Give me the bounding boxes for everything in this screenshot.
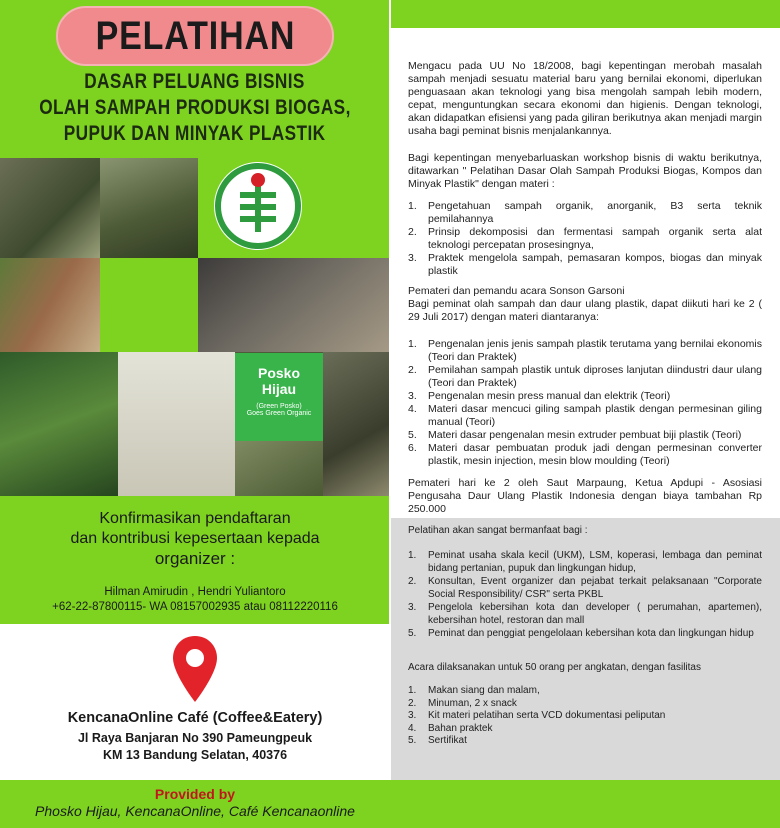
list-item: 3. Pengelola kebersihan kota dan developer ( perumahan, apartemen), kebersihan hotel, restoran dan mall	[408, 602, 762, 626]
organization-logo	[214, 162, 302, 250]
list-item: 2. Pemilahan sampah plastik untuk diproses lanjutan diindustri daur ulang (Teori dan Praktek)	[408, 364, 762, 389]
pemateri-2: Pemateri hari ke 2 oleh Saut Marpaung, Ketua Apdupi - Asosiasi Pengusaha Daur Ulang Plastik Indonesia dengan biaya tambahan Rp 250.000	[408, 477, 762, 515]
subtitle-line-1: DASAR PELUANG BISNIS	[84, 70, 306, 93]
photo-field	[235, 441, 323, 496]
list-item: 1. Pengenalan jenis jenis sampah plastik terutama yang bernilai ekonomis (Teori dan Praktek)	[408, 338, 762, 363]
confirmation-text: Konfirmasikan pendaftaran dan kontribusi kepesertaan kepada organizer :	[70, 510, 320, 568]
subtitle-line-2: OLAH SAMPAH PRODUKSI BIOGAS,	[39, 96, 351, 119]
location-pin-icon	[170, 634, 220, 704]
materi2-list	[408, 338, 762, 468]
photo-group	[198, 258, 390, 352]
list-item: 3. Pengenalan mesin press manual dan elektrik (Teori)	[408, 390, 671, 402]
facilities-list	[408, 685, 762, 748]
photo-workshop-2	[100, 158, 198, 258]
list-item: 2. Konsultan, Event organizer dan pejabat terkait pelaksanaan "Corporate Social Responsibility/ CSR" serta PKBL	[408, 576, 762, 600]
facility-intro: Acara dilaksanakan untuk 50 orang per angkatan, dengan fasilitas	[408, 662, 701, 673]
photo-documents	[118, 352, 235, 496]
pemateri-1: Pemateri dan pemandu acara Sonson Garsoni	[408, 285, 625, 297]
posko-hijau-logo: Posko Hijau (Green Posko) Goes Green Organic	[235, 353, 323, 441]
organizer-phones: +62-22-87800115- WA 08157002935 atau 08112220116	[52, 601, 338, 613]
right-header-strip	[390, 0, 780, 28]
list-item: 2. Prinsip dekomposisi dan fermentasi sampah organik serta alat teknologi percepatan prosesingnya,	[408, 226, 762, 251]
title-pill	[56, 6, 334, 66]
photo-collage	[0, 158, 390, 496]
photo-equipment	[323, 352, 390, 496]
page-title: PELATIHAN	[95, 13, 295, 58]
leaf-emblem-icon	[214, 162, 302, 250]
intro-paragraph: Mengacu pada UU No 18/2008, bagi kepentingan merobah masalah sampah menjadi sesuatu material baru yang bernilai ekonomi, diperlukan penguasaan akan teknologi yang bisa mengolah sampah lebih modern, cepat, menguntungkan secara ekonomi dan higienis. Dengan teknologi, akan didapatkan efisiensi yang pada giliran berikutnya akan menjadi margin usaha bagi peminat bisnis menjalankannya.	[408, 60, 762, 137]
photo-machines	[0, 352, 118, 496]
green-tile	[100, 258, 198, 352]
list-item: 5. Peminat dan penggiat pengelolaan kebersihan kota dan lingkungan hidup	[408, 628, 754, 639]
list-item: 4. Materi dasar mencuci giling sampah plastik dengan permesinan giling manual (Teori)	[408, 403, 762, 428]
list-item: 1. Makan siang dan malam,	[408, 685, 540, 696]
venue-address-line-1: Jl Raya Banjaran No 390 Pameungpeuk	[77, 731, 313, 745]
offer-paragraph: Bagi kepentingan menyebarluaskan workshop bisnis di waktu berikutnya, ditawarkan " Pelatihan Dasar Olah Sampah Produksi Biogas, Kompos dan Minyak Plastik" dengan materi :	[408, 152, 762, 190]
column-divider	[389, 0, 391, 828]
provided-label: Provided by	[154, 786, 236, 802]
list-item: 5. Materi dasar pengenalan mesin extruder pembuat biji plastik (Teori)	[408, 429, 742, 441]
benefits-list	[408, 549, 762, 640]
materi-list	[408, 200, 762, 278]
list-item: 3. Kit materi pelatihan serta VCD dokumentasi peliputan	[408, 710, 666, 721]
venue-name: KencanaOnline Café (Coffee&Eatery)	[67, 710, 323, 726]
subtitle-line-3: PUPUK DAN MINYAK PLASTIK	[64, 122, 326, 145]
benefit-intro: Pelatihan akan sangat bermanfaat bagi :	[408, 525, 588, 536]
list-item: 3. Praktek mengelola sampah, pemasaran kompos, biogas dan minyak plastik	[408, 252, 762, 277]
photo-workshop-1	[0, 158, 100, 258]
photo-market	[0, 258, 100, 352]
providers: Phosko Hijau, KencanaOnline, Café Kencanaonline	[35, 803, 355, 819]
day2-intro: Bagi peminat olah sampah dan daur ulang plastik, dapat diikuti hari ke 2 ( 29 Juli 2017) dengan materi diantaranya:	[408, 298, 762, 323]
list-item: 1. Pengetahuan sampah organik, anorganik, B3 serta teknik pemilahannya	[408, 200, 762, 225]
list-item: 1. Peminat usaha skala kecil (UKM), LSM, koperasi, lembaga dan peminat bidang pertanian, pupuk dan lingkungan hidup,	[408, 550, 762, 574]
list-item: 6. Materi dasar pembuatan produk jadi dengan permesinan converter plastik, mesin injection, mesin blow moulding (Teori)	[408, 442, 762, 467]
list-item: 2. Minuman, 2 x snack	[408, 697, 517, 709]
list-item: 5. Sertifikat	[408, 735, 467, 746]
organization-logo-panel	[198, 158, 390, 258]
venue-address-line-2: KM 13 Bandung Selatan, 40376	[102, 748, 288, 762]
list-item: 4. Bahan praktek	[408, 722, 493, 734]
organizer-names: Hilman Amirudin , Hendri Yuliantoro	[104, 586, 286, 598]
